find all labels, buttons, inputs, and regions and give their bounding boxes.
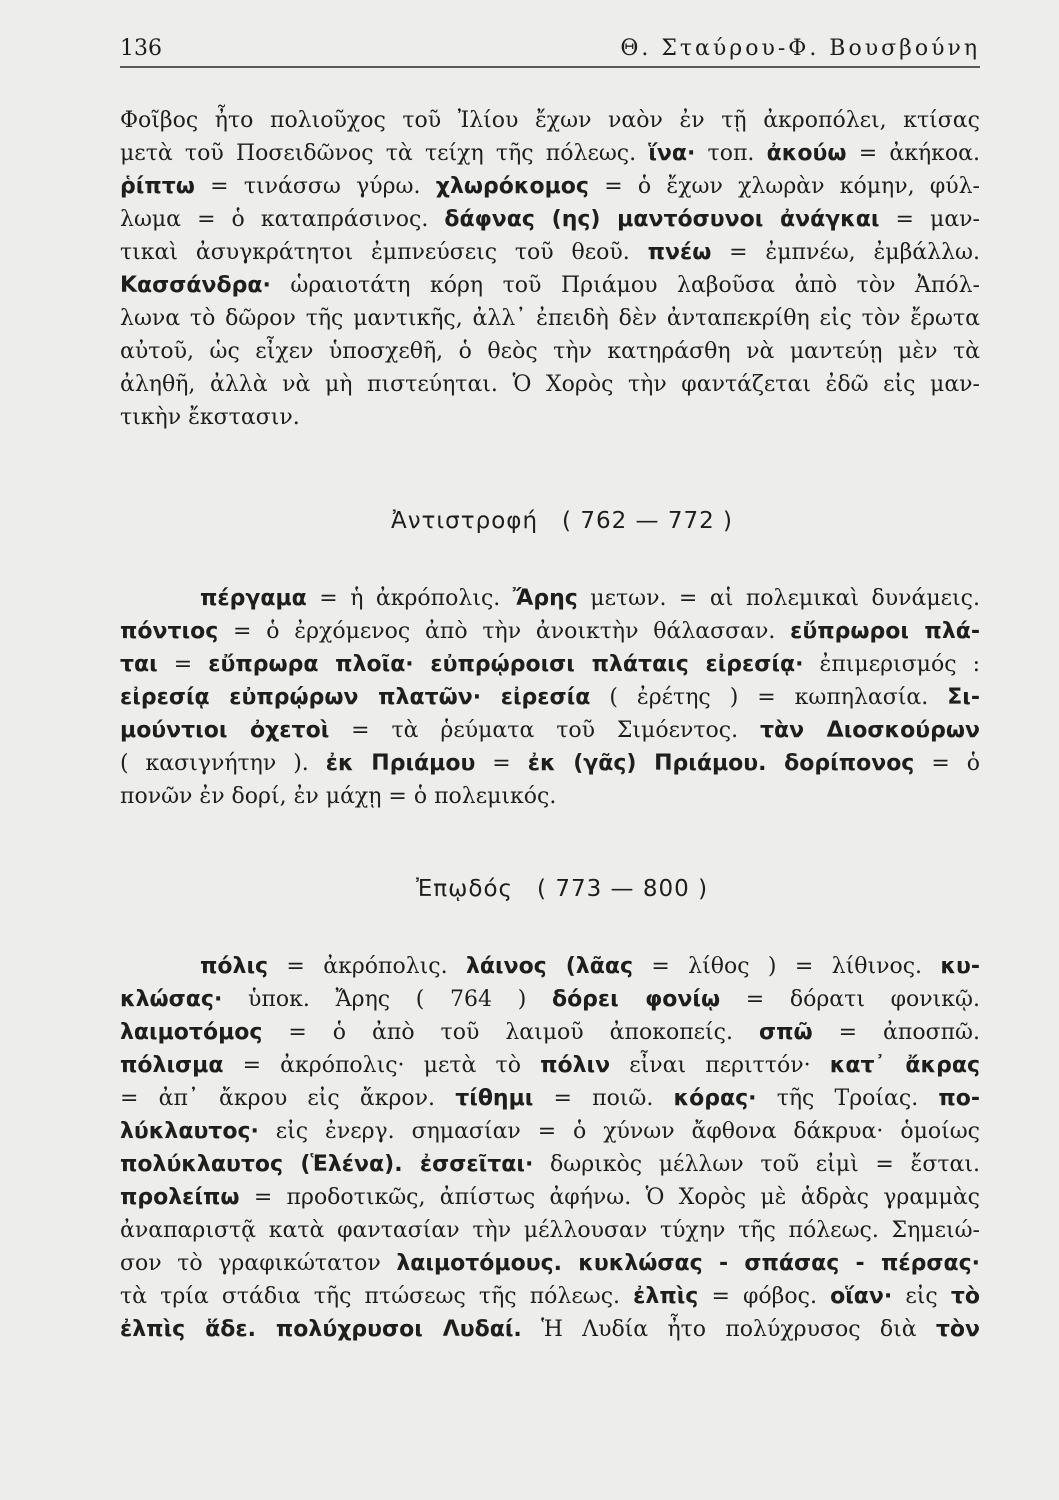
lemma-term: κατ᾽ ἄκρας	[829, 1053, 980, 1078]
gloss-text: λωμα = ὁ καταπράσινος.	[120, 207, 445, 232]
lemma-term: λαιμοτόμος	[120, 1020, 263, 1045]
line-range: ( 773 — 800 )	[537, 876, 709, 902]
lemma-term: ἐκ Πριάμου	[325, 751, 476, 776]
lemma-term: πνέω	[647, 240, 712, 265]
text-line	[120, 714, 980, 747]
gloss-text: ἀναπαριστᾷ κατὰ φαντασίαν τὴν μέλλουσαν τύχην τῆς πόλεως. Σημειώ-	[120, 1218, 980, 1243]
lemma-term: πόλισμα	[120, 1053, 224, 1078]
text-line	[120, 1247, 980, 1280]
lemma-term: ῥίπτω	[120, 174, 195, 199]
heading-title: Ἐπῳδός	[415, 876, 514, 902]
lemma-term: λύκλαυτος·	[120, 1119, 259, 1144]
gloss-text: ὡραιοτάτη κόρη τοῦ Πριάμου λαβοῦσα ἀπὸ τὸν Ἀπόλ-	[270, 273, 980, 298]
text-line	[120, 983, 980, 1016]
text-line	[120, 203, 980, 236]
lemma-term: ἐκ (γᾶς) Πριάμου. δορίπονος	[527, 751, 915, 776]
gloss-text: μετων. = αἱ πολεμικαὶ δυνάμεις.	[577, 586, 980, 611]
gloss-text: ἀληθῆ, ἀλλὰ νὰ μὴ πιστεύηται. Ὁ Χορὸς τὴν φαντάζεται ἐδῶ εἰς μαν-	[120, 372, 980, 397]
lemma-term: κλώσας·	[120, 987, 223, 1012]
lemma-term: Κασσάνδρα·	[120, 273, 271, 298]
text-line	[120, 648, 980, 681]
lemma-term: πέργαμα	[200, 586, 307, 611]
text-line	[120, 582, 980, 615]
commentary-strophe	[120, 104, 980, 434]
gloss-text: μετὰ τοῦ Ποσειδῶνος τὰ τείχη τῆς πόλεως.	[120, 141, 649, 166]
text-line	[120, 1049, 980, 1082]
lemma-term: πόλις	[200, 954, 269, 979]
text-line	[120, 780, 980, 813]
lemma-term: πο-	[938, 1086, 980, 1111]
text-line	[120, 1313, 980, 1346]
lemma-term: πόντιος	[120, 619, 219, 644]
gloss-text: εἶναι περιττόν·	[610, 1053, 830, 1078]
text-line	[120, 137, 980, 170]
text-line	[120, 335, 980, 368]
gloss-text: = ὁ	[914, 751, 980, 776]
gloss-text: τῆς Τροίας.	[756, 1086, 939, 1111]
lemma-term: Σι-	[947, 685, 980, 710]
running-head: Θ. Σταύρου-Φ. Βουσβούνη	[620, 36, 980, 61]
lemma-term: πολύκλαυτος (Ἑλένα). ἐσσεῖται·	[120, 1152, 534, 1177]
lemma-term: δάφνας (ης) μαντόσυνοι ἀνάγκαι	[444, 207, 880, 232]
gloss-text: = λίθος ) = λίθινος.	[633, 954, 941, 979]
gloss-text: = ἀκρόπολις.	[268, 954, 466, 979]
gloss-text: ὑποκ. Ἄρης ( 764 )	[222, 987, 552, 1012]
gloss-text: σον τὸ γραφικώτατον	[120, 1251, 397, 1276]
gloss-text: Ἡ Λυδία ἦτο πολύχρυσος διὰ	[521, 1317, 936, 1342]
header-rule	[120, 66, 980, 68]
lemma-term: εὔπρωροι πλά-	[790, 619, 980, 644]
lemma-term: τὸν	[935, 1317, 980, 1342]
heading-antistrophe	[120, 508, 980, 534]
gloss-text: = ἀπ᾽ ἄκρου εἰς ἄκρον.	[120, 1086, 456, 1111]
lemma-term: πόλιν	[540, 1053, 611, 1078]
gloss-text: = προδοτικῶς, ἀπίστως ἀφήνω. Ὁ Χορὸς μὲ ἁδρὰς γραμμὰς	[239, 1185, 980, 1210]
text-line	[120, 401, 980, 434]
gloss-text: ἐπιμερισμός :	[803, 652, 980, 677]
lemma-term: τὰν Διοσκούρων	[759, 718, 980, 743]
commentary-epode	[120, 950, 980, 1346]
gloss-text: τικὴν ἔκστασιν.	[120, 405, 300, 430]
page-header	[120, 36, 980, 66]
lemma-term: λαιμοτόμους. κυκλώσας - σπάσας - πέρσας·	[396, 1251, 980, 1276]
lemma-term: χλωρόκομος	[435, 174, 589, 199]
lemma-term: ται	[120, 652, 158, 677]
gloss-text: = δόρατι φονικῷ.	[720, 987, 980, 1012]
gloss-text: εἰς	[892, 1284, 951, 1309]
lemma-term: κόρας·	[673, 1086, 757, 1111]
lemma-term: ἵνα·	[648, 141, 696, 166]
text-line	[120, 1082, 980, 1115]
gloss-text: αὐτοῦ, ὡς εἶχεν ὑποσχεθῆ, ὁ θεὸς τὴν κατηράσθη νὰ μαντεύῃ μὲν τὰ	[120, 339, 980, 364]
gloss-text: = ἀκήκοα.	[846, 141, 980, 166]
lemma-term: εἰρεσίᾳ εὐπρῴρων πλατῶν· εἰρεσία	[120, 685, 591, 710]
gloss-text: Φοῖβος ἦτο πολιοῦχος τοῦ Ἰλίου ἔχων ναὸν ἐν τῇ ἀκροπόλει, κτίσας	[120, 108, 980, 133]
text-line	[120, 1016, 980, 1049]
text-line	[120, 269, 980, 302]
gloss-text: λωνα τὸ δῶρον τῆς μαντικῆς, ἀλλ᾽ ἐπειδὴ δὲν ἀνταπεκρίθη εἰς τὸν ἔρωτα	[120, 306, 980, 331]
lemma-term: προλείπω	[120, 1185, 240, 1210]
line-range: ( 762 — 772 )	[562, 508, 734, 534]
text-line	[120, 236, 980, 269]
gloss-text: τικαὶ ἀσυγκράτητοι ἐμπνεύσεις τοῦ θεοῦ.	[120, 240, 648, 265]
gloss-text: = τὰ ῥεύματα τοῦ Σιμόεντος.	[329, 718, 760, 743]
text-line	[120, 1148, 980, 1181]
gloss-text: = ὁ ἐρχόμενος ἀπὸ τὴν ἀνοικτὴν θάλασσαν.	[218, 619, 791, 644]
gloss-text: = ἀποσπῶ.	[812, 1020, 980, 1045]
lemma-term: ἀκούω	[766, 141, 847, 166]
lemma-term: ἐλπὶς	[633, 1284, 699, 1309]
lemma-term: κυ-	[940, 954, 980, 979]
text-line	[120, 302, 980, 335]
gloss-text: δωρικὸς μέλλων τοῦ εἰμὶ = ἔσται.	[533, 1152, 980, 1177]
text-line	[120, 1115, 980, 1148]
heading-title: Ἀντιστροφή	[390, 508, 539, 534]
heading-epode	[120, 876, 980, 902]
gloss-text: = τινάσσω γύρω.	[194, 174, 436, 199]
text-line	[120, 615, 980, 648]
gloss-text: ( ἐρέτης ) = κωπηλασία.	[590, 685, 948, 710]
page-number: 136	[120, 36, 162, 61]
text-line	[120, 681, 980, 714]
text-line	[120, 1280, 980, 1313]
lemma-term: Ἄρης	[512, 586, 578, 611]
gloss-text: πονῶν ἐν δορί, ἐν μάχῃ = ὁ πολεμικός.	[120, 784, 557, 809]
gloss-text: = ὁ ἔχων χλωρὰν κόμην, φύλ-	[588, 174, 980, 199]
gloss-text: τοπ.	[695, 141, 767, 166]
lemma-term: ἐλπὶς ἅδε. πολύχρυσοι Λυδαί.	[120, 1317, 522, 1342]
text-line	[120, 104, 980, 137]
gloss-text: = ἐμπνέω, ἐμβάλλω.	[711, 240, 980, 265]
gloss-text: = ἀκρόπολις· μετὰ τὸ	[223, 1053, 541, 1078]
commentary-antistrophe	[120, 582, 980, 813]
lemma-term: τίθημι	[455, 1086, 534, 1111]
lemma-term: τὸ	[950, 1284, 980, 1309]
text-line	[120, 747, 980, 780]
gloss-text: τὰ τρία στάδια τῆς πτώσεως τῆς πόλεως.	[120, 1284, 634, 1309]
gloss-text: = ποιῶ.	[533, 1086, 674, 1111]
gloss-text: = μαν-	[879, 207, 980, 232]
text-line	[120, 950, 980, 983]
gloss-text: = φόβος.	[698, 1284, 831, 1309]
lemma-term: δόρει φονίῳ	[551, 987, 721, 1012]
text-line	[120, 1214, 980, 1247]
gloss-text: = ὁ ἀπὸ τοῦ λαιμοῦ ἀποκοπείς.	[262, 1020, 759, 1045]
text-line	[120, 1181, 980, 1214]
gloss-text: = ἡ ἀκρόπολις.	[306, 586, 513, 611]
lemma-term: λάινος (λᾶας	[465, 954, 633, 979]
gloss-text: =	[157, 652, 209, 677]
text-line	[120, 368, 980, 401]
lemma-term: οἵαν·	[830, 1284, 893, 1309]
lemma-term: σπῶ	[758, 1020, 813, 1045]
gloss-text: =	[475, 751, 528, 776]
lemma-term: μούντιοι ὀχετοὶ	[120, 718, 330, 743]
lemma-term: εὔπρωρα πλοῖα· εὐπρῴροισι πλάταις εἰρεσίᾳ·	[208, 652, 804, 677]
text-line	[120, 170, 980, 203]
gloss-text: εἰς ἐνεργ. σημασίαν = ὁ χύνων ἄφθονα δάκρυα· ὁμοίως	[258, 1119, 980, 1144]
gloss-text: ( κασιγνήτην ).	[120, 751, 326, 776]
